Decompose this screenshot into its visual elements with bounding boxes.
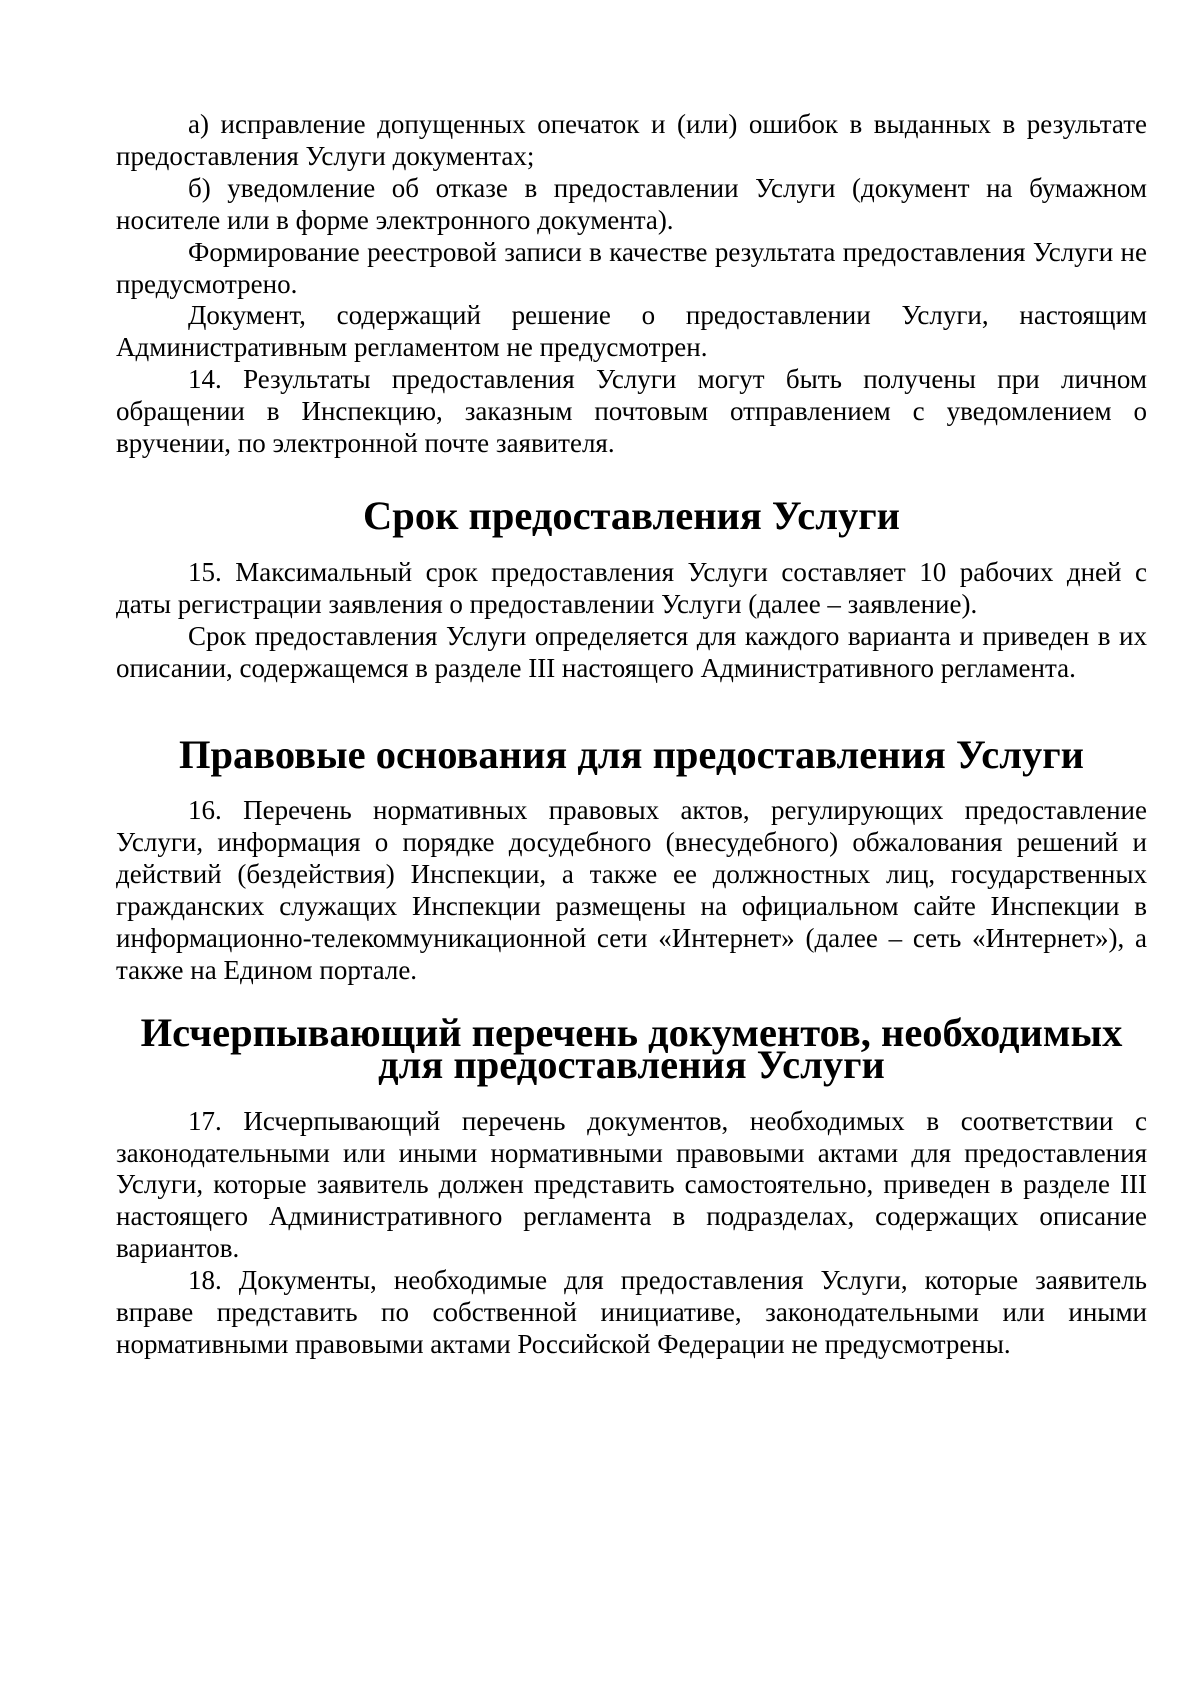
paragraph-clause-18: 18. Документы, необходимые для предоставления Услуги, которые заявитель вправе представить по собственной инициативе, законодательными или иными нормативными правовыми актами Российской Федерации не предусмотрены. bbox=[116, 1265, 1147, 1359]
paragraph-clause-16: 16. Перечень нормативных правовых актов, регулирующих предоставление Услуги, информация о порядке досудебного (внесудебного) обжалования решений и действий (бездействия) Инспекции, а также ее должностных лиц, государственных гражданских служащих Инспекции размещены на официальном сайте Инспекции в информационно-телекоммуникационной сети «Интернет» (далее – сеть «Интернет»), а также на Едином портале. bbox=[116, 795, 1147, 985]
section-heading-documents: Исчерпывающий перечень документов, необходимых для предоставления Услуги bbox=[140, 1009, 1123, 1087]
paragraph-registry-record: Формирование реестровой записи в качестве результата предоставления Услуги не предусмотрено. bbox=[116, 236, 1147, 299]
paragraph-term-variants: Срок предоставления Услуги определяется для каждого варианта и приведен в их описании, содержащемся в разделе III настоящего Административного регламента. bbox=[116, 620, 1147, 683]
paragraph-clause-15: 15. Максимальный срок предоставления Услуги составляет 10 рабочих дней с даты регистрации заявления о предоставлении Услуги (далее – заявление). bbox=[116, 556, 1147, 619]
paragraph-item-b: б) уведомление об отказе в предоставлении Услуги (документ на бумажном носителе или в форме электронного документа). bbox=[116, 172, 1147, 235]
paragraph-item-a: а) исправление допущенных опечаток и (или) ошибок в выданных в результате предоставления Услуги документах; bbox=[116, 109, 1147, 171]
section-heading-term: Срок предоставления Услуги bbox=[363, 492, 900, 538]
paragraph-clause-17: 17. Исчерпывающий перечень документов, необходимых в соответствии с законодательными или иными нормативными правовыми актами для предоставления Услуги, которые заявитель должен представить самостоятельно, приведен в разделе III настоящего Административного регламента в подразделах, содержащих описание вариантов. bbox=[116, 1105, 1147, 1264]
paragraph-decision-document: Документ, содержащий решение о предоставлении Услуги, настоящим Административным регламентом не предусмотрен. bbox=[116, 300, 1147, 363]
paragraph-clause-14: 14. Результаты предоставления Услуги могут быть получены при личном обращении в Инспекцию, заказным почтовым отправлением с уведомлением о вручении, по электронной почте заявителя. bbox=[116, 364, 1147, 459]
section-heading-legal-basis: Правовые основания для предоставления Услуги bbox=[178, 731, 1084, 777]
